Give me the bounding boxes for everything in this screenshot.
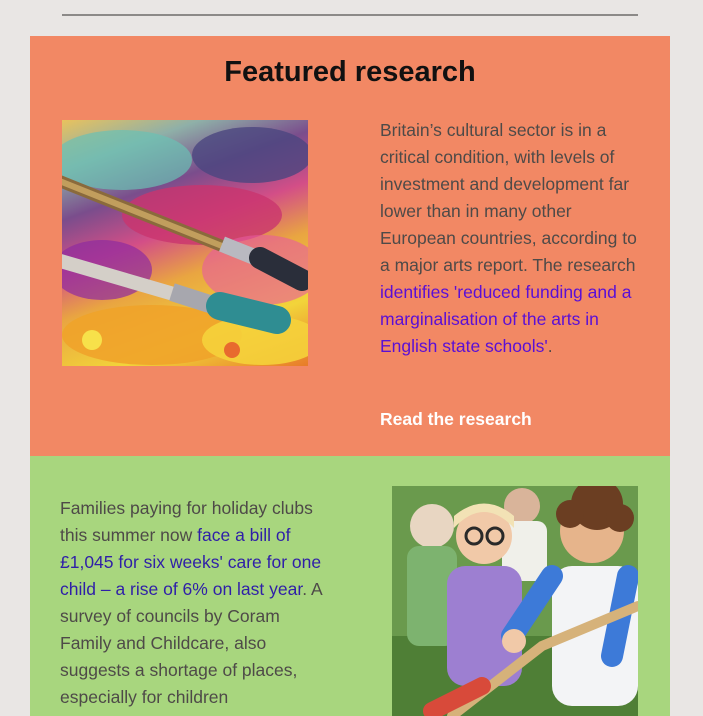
featured-paragraph-end: . — [547, 336, 553, 356]
families-paragraph-link[interactable]: face a bill of £1,045 for six weeks' care for one child – a rise of 6% on last year — [60, 525, 322, 599]
children-illustration — [392, 486, 638, 716]
families-paragraph-intro: Families paying for holiday clubs this summer now — [60, 498, 313, 545]
holiday-clubs-section — [30, 456, 670, 716]
featured-paragraph — [380, 117, 650, 360]
featured-paragraph-intro: Britain’s cultural sector is in a critical condition, with levels of investment and development far lower than in many other European countries, according to a major arts report. The research — [380, 120, 637, 275]
section-heading: Featured research — [224, 56, 476, 88]
children-tug-of-war-image[interactable] — [392, 486, 638, 716]
featured-paragraph-link[interactable]: identifies 'reduced funding and a marginalisation of the arts in English state schools' — [380, 282, 632, 356]
featured-research-section — [30, 36, 670, 456]
read-research-link[interactable]: Read the research — [380, 409, 532, 429]
families-paragraph — [60, 495, 328, 711]
top-divider — [62, 14, 638, 16]
families-paragraph-end: . A survey of councils by Coram Family and Childcare, also suggests a shortage of places, especially for children — [60, 579, 322, 707]
paintbrushes-illustration — [62, 120, 308, 366]
paintbrushes-image[interactable] — [62, 120, 308, 366]
